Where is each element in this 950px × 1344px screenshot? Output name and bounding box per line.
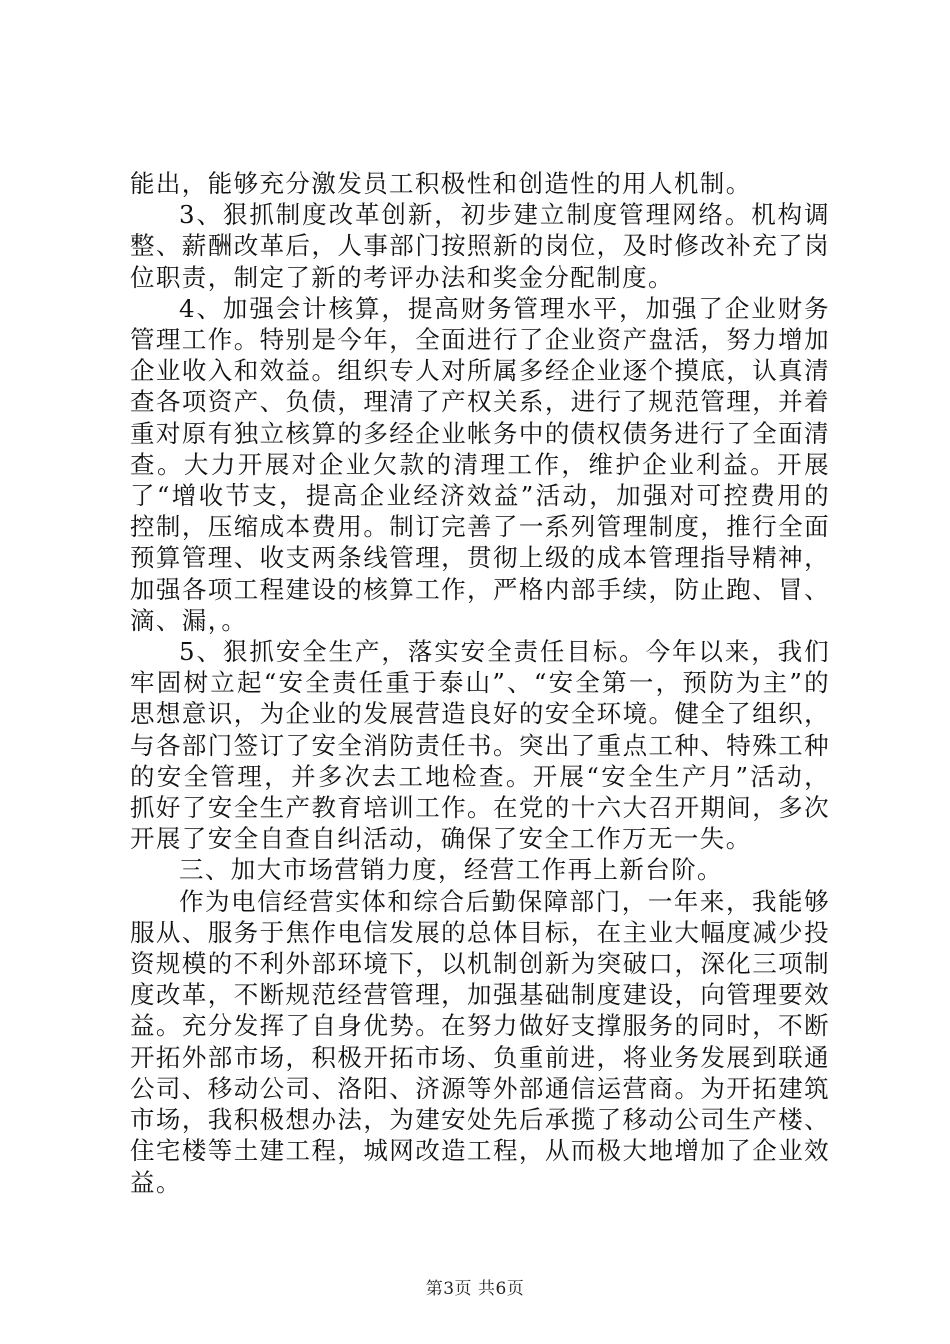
paragraph-item-5: 5、狠抓安全生产，落实安全责任目标。今年以来，我们牢固树立起“安全责任重于泰山”、“安全第一，预防为主”的思想意识，为企业的发展营造良好的安全环境。健全了组织，与各部门签订了安全消防责任书。突出了重点工种、特殊工种的安全管理，并多次去工地检查。开展“安全生产月”活动，抓好了安全生产教育培训工作。在党的十六大召开期间，多次开展了安全自查自纠活动，确保了安全工作万无一失。 [130, 637, 830, 854]
paragraph-item-3: 3、狠抓制度改革创新，初步建立制度管理网络。机构调整、薪酬改革后，人事部门按照新的岗位，及时修改补充了岗位职责，制定了新的考评办法和奖金分配制度。 [130, 200, 830, 292]
page-number-footer: 第3页 共6页 [425, 1279, 525, 1299]
section-heading-3: 三、加大市场营销力度，经营工作再上新台阶。 [179, 855, 723, 885]
paragraph-continuation: 能出，能够充分激发员工积极性和创造性的用人机制。 [130, 169, 752, 198]
document-body [130, 168, 830, 1198]
paragraph-item-4: 4、加强会计核算，提高财务管理水平，加强了企业财务管理工作。特别是今年，全面进行了企业资产盘活，努力增加企业收入和效益。组织专人对所属多经企业逐个摸底，认真清查各项资产、负债，理清了产权关系，进行了规范管理，并着重对原有独立核算的多经企业帐务中的债权债务进行了全面清查。大力开展对企业欠款的清理工作，维护企业利益。开展了“增收节支，提高企业经济效益”活动，加强对可控费用的控制，压缩成本费用。制订完善了一系列管理制度，推行全面预算管理、收支两条线管理，贯彻上级的成本管理指导精神，加强各项工程建设的核算工作，严格内部手续，防止跑、冒、滴、漏，。 [130, 293, 830, 635]
paragraph-marketing: 作为电信经营实体和综合后勤保障部门，一年来，我能够服从、服务于焦作电信发展的总体目标，在主业大幅度减少投资规模的不利外部环境下，以机制创新为突破口，深化三项制度改革，不断规范经营管理，加强基础制度建设，向管理要效益。充分发挥了自身优势。在努力做好支撑服务的同时，不断开拓外部市场，积极开拓市场、负重前进，将业务发展到联通公司、移动公司、洛阳、济源等外部通信运营商。为开拓建筑市场，我积极想办法，为建安处先后承揽了移动公司生产楼、住宅楼等土建工程，城网改造工程，从而极大地增加了企业效益。 [130, 886, 830, 1197]
